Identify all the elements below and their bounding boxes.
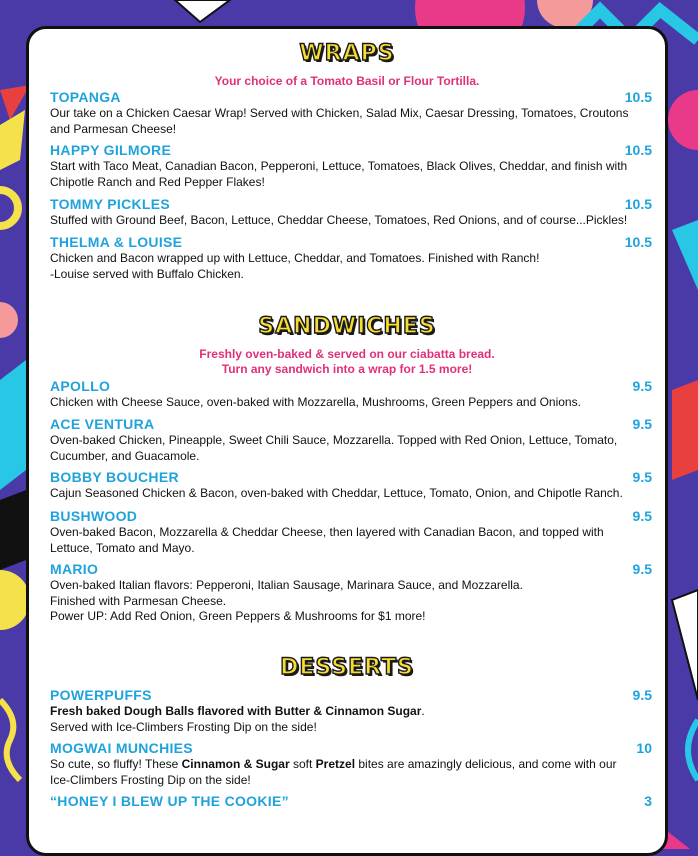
menu-item-powerpuffs	[50, 687, 652, 735]
item-name: APOLLO	[50, 378, 111, 394]
item-description: Chicken and Bacon wrapped up with Lettuce, Cheddar, and Tomatoes. Finished with Ranch! -Louise served with Buffalo Chicken.	[50, 251, 540, 281]
menu-item-bobby-boucher	[50, 469, 652, 502]
item-price: 9.5	[632, 469, 652, 485]
item-price: 10.5	[624, 89, 652, 105]
menu-item-ace-ventura	[50, 416, 652, 464]
menu-item-bushwood	[50, 508, 652, 556]
item-price: 9.5	[632, 416, 652, 432]
item-description: Oven-baked Chicken, Pineapple, Sweet Chili Sauce, Mozzarella. Topped with Red Onion, Lettuce, Tomato, Cucumber, and Guacamole.	[50, 433, 618, 463]
item-price: 10	[636, 740, 652, 756]
item-description: Chicken with Cheese Sauce, oven-baked with Mozzarella, Mushrooms, Green Peppers and Onions.	[50, 395, 581, 409]
menu-item-apollo	[50, 378, 652, 411]
item-price: 3	[644, 793, 652, 809]
sandwiches-section-title: SANDWICHES	[258, 314, 436, 339]
desserts-section-title: DESSERTS	[280, 655, 414, 680]
menu-item-mario	[50, 561, 652, 625]
item-name: “HONEY I BLEW UP THE COOKIE”	[50, 793, 289, 809]
item-name: TOPANGA	[50, 89, 121, 105]
menu-card	[26, 26, 668, 856]
item-price: 10.5	[624, 234, 652, 250]
item-description: Cajun Seasoned Chicken & Bacon, oven-baked with Cheddar, Lettuce, Tomato, Onion, and Chipotle Ranch.	[50, 486, 623, 500]
item-description: So cute, so fluffy! These Cinnamon & Sugar soft Pretzel bites are amazingly delicious, and come with our Ice-Climbers Frosting Dip on the side!	[50, 757, 617, 787]
menu-item-thelma-louise	[50, 234, 652, 282]
item-name: THELMA & LOUISE	[50, 234, 183, 250]
item-name: MOGWAI MUNCHIES	[50, 740, 193, 756]
item-description: Oven-baked Bacon, Mozzarella & Cheddar Cheese, then layered with Canadian Bacon, and topped with Lettuce, Tomato and Mayo.	[50, 525, 604, 555]
item-name: ACE VENTURA	[50, 416, 155, 432]
wraps-subtitle: Your choice of a Tomato Basil or Flour Tortilla.	[214, 74, 480, 88]
item-price: 9.5	[632, 378, 652, 394]
menu-item-tommy-pickles	[50, 196, 652, 229]
item-description: Stuffed with Ground Beef, Bacon, Lettuce, Cheddar Cheese, Tomatoes, Red Onions, and of course...Pickles!	[50, 213, 628, 227]
menu-item-mogwai-munchies	[50, 740, 652, 788]
item-name: MARIO	[50, 561, 99, 577]
item-price: 10.5	[624, 142, 652, 158]
item-name: TOMMY PICKLES	[50, 196, 171, 212]
item-name: BOBBY BOUCHER	[50, 469, 179, 485]
menu-item-happy-gilmore	[50, 142, 652, 190]
item-price: 9.5	[632, 508, 652, 524]
item-description: Our take on a Chicken Caesar Wrap! Served with Chicken, Salad Mix, Caesar Dressing, Tomatoes, Croutons and Parmesan Cheese!	[50, 106, 629, 136]
wraps-section-title: WRAPS	[299, 41, 395, 66]
item-price: 10.5	[624, 196, 652, 212]
item-price: 9.5	[632, 561, 652, 577]
item-price: 9.5	[632, 687, 652, 703]
sandwiches-subtitle: Freshly oven-baked & served on our ciabatta bread. Turn any sandwich into a wrap for 1.5 more!	[199, 347, 495, 376]
item-name: HAPPY GILMORE	[50, 142, 172, 158]
item-description: Start with Taco Meat, Canadian Bacon, Pepperoni, Lettuce, Tomatoes, Black Olives, Cheddar, and finish with Chipotle Ranch and Red Pepper Flakes!	[50, 159, 628, 189]
item-name: POWERPUFFS	[50, 687, 152, 703]
menu-item-topanga	[50, 89, 652, 137]
item-description: Fresh baked Dough Balls flavored with Butter & Cinnamon Sugar. Served with Ice-Climbers Frosting Dip on the side!	[50, 704, 425, 734]
item-name: BUSHWOOD	[50, 508, 138, 524]
menu-item-honey-i-blew-up-the-cookie	[50, 793, 652, 809]
item-description: Oven-baked Italian flavors: Pepperoni, Italian Sausage, Marinara Sauce, and Mozzarella. Finished with Parmesan Cheese. Power UP: Add Red Onion, Green Peppers & Mushrooms for $1 more!	[50, 578, 523, 623]
